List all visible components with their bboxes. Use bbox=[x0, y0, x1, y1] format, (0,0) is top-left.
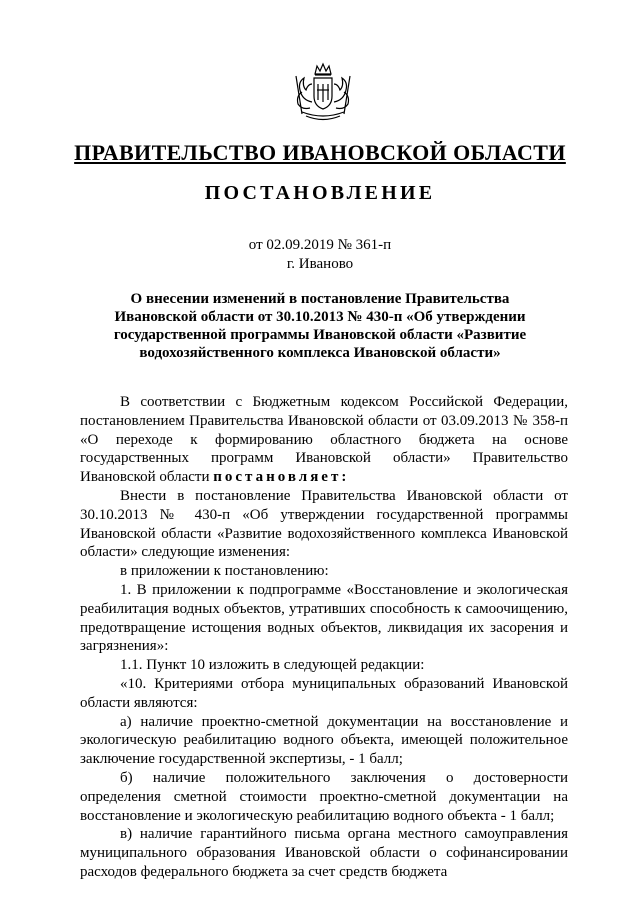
document-city: г. Иваново bbox=[286, 256, 354, 272]
paragraph-preamble bbox=[80, 393, 568, 487]
document-body bbox=[80, 393, 568, 882]
government-title: ПРАВИТЕЛЬСТВО ИВАНОВСКОЙ ОБЛАСТИ bbox=[74, 140, 566, 165]
preamble-text: В соответствии с Бюджетным кодексом Российской Федерации, постановлением Правительства Ивановской области от 03.09.2013 № 358-п «О переходе к формированию областного бюджета на основе государственных программ Ивановской области» Правительство Ивановской области bbox=[80, 394, 568, 486]
document-type: ПОСТАНОВЛЕНИЕ bbox=[204, 182, 436, 204]
paragraph-item-1: 1. В приложении к подпрограмме «Восстановление и экологическая реабилитация водных объектов, утративших способность к самоочищению, предотвращение истощения водных объектов, ликвидация их засорения и загрязнения»: bbox=[80, 581, 568, 655]
document-subject: О внесении изменений в постановление Правительства Ивановской области от 30.10.2013 № 430-п «Об утверждении государственной программы Ивановской области «Развитие водохозяйственного комплекса Ивановской области» bbox=[113, 291, 527, 361]
paragraph-criterion-a: а) наличие проектно-сметной документации на восстановление и экологическую реабилитацию водного объекта, имеющей положительное заключение государственной экспертизы, - 1 балл; bbox=[80, 713, 568, 768]
paragraph-amend: Внести в постановление Правительства Ивановской области от 30.10.2013 № 430-п «Об утверждении государственной программы Ивановской области «Развитие водохозяйственного комплекса Ивановской области» следующие изменения: bbox=[80, 487, 568, 561]
paragraph-criterion-b: б) наличие положительного заключения о достоверности определения сметной стоимости проектно-сметной документации на восстановление и экологическую реабилитацию водного объекта - 1 балл; bbox=[80, 769, 568, 824]
paragraph-criterion-v: в) наличие гарантийного письма органа местного самоуправления муниципального образования Ивановской области о софинансировании расходов федерального бюджета за счет средств бюджета bbox=[80, 826, 568, 880]
paragraph-appendix: в приложении к постановлению: bbox=[120, 563, 329, 580]
paragraph-criteria: «10. Критериями отбора муниципальных образований Ивановской области являются: bbox=[80, 675, 568, 711]
paragraph-item-1-1: 1.1. Пункт 10 изложить в следующей редакции: bbox=[120, 657, 425, 674]
document-date-number: от 02.09.2019 № 361-п bbox=[248, 237, 392, 253]
coat-of-arms-icon bbox=[288, 62, 358, 124]
resolves-word: постановляет: bbox=[213, 469, 350, 486]
